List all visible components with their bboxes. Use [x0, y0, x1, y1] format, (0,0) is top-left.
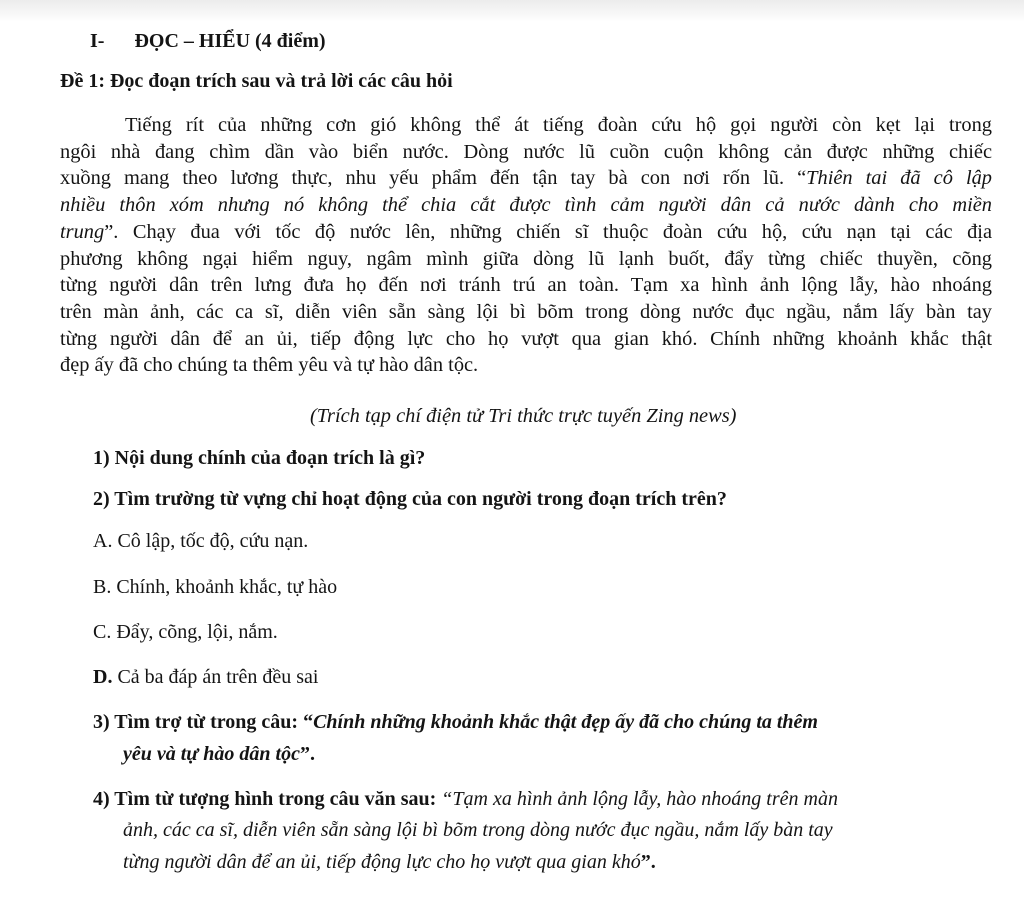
- passage-line: Tiếng rít của những cơn gió không thể át tiếng đoàn cứu hộ gọi người còn kẹt lại trong: [125, 114, 992, 136]
- passage-line: nhiều thôn xóm nhưng nó không thể chia cắt được tình cảm người dân cả nước dành cho miền: [60, 194, 992, 217]
- question-2: 2) Tìm trường từ vựng chỉ hoạt động của con người trong đoạn trích trên?: [93, 488, 727, 510]
- reading-passage: [60, 112, 992, 379]
- option-c: C. Đẩy, cõng, lội, nắm.: [93, 621, 278, 643]
- question-4: 4) Tìm từ tượng hình trong câu văn sau: “Tạm xa hình ảnh lộng lẫy, hào nhoáng trên màn: [93, 788, 838, 810]
- page-top-shadow: [0, 0, 1024, 22]
- passage-line: đẹp ấy đã cho chúng ta thêm yêu và tự hào dân tộc.: [60, 354, 479, 377]
- passage-source: (Trích tạp chí điện tử Tri thức trực tuyến Zing news): [310, 405, 737, 427]
- passage-line: từng người dân trên lưng đưa họ đến nơi tránh trú an toàn. Tạm xa hình ảnh lộng lẫy, hào nhoáng: [60, 274, 992, 297]
- passage-line: phương không ngại hiểm nguy, ngâm mình giữa dòng lũ lạnh buốt, đẩy từng chiếc thuyền, cõng: [60, 247, 992, 270]
- passage-line: trung”. Chạy đua với tốc độ nước lên, những chiến sĩ thuộc đoàn cứu hộ, cứu nạn tại các địa: [60, 220, 992, 243]
- option-d: [93, 665, 319, 689]
- section-number: I-: [90, 30, 105, 52]
- passage-line: trên màn ảnh, các ca sĩ, diễn viên sẵn sàng lội bì bõm trong dòng nước đục ngầu, nắm lấy bàn tay: [60, 300, 992, 323]
- section-heading: [90, 29, 326, 53]
- question-4-continued: ảnh, các ca sĩ, diễn viên sẵn sàng lội bì bõm trong dòng nước đục ngầu, nắm lấy bàn tay: [123, 819, 833, 841]
- passage-line: xuồng mang theo lương thực, nhu yếu phẩm đến tận tay bà con nơi rốn lũ. “Thiên tai đã cô lập: [60, 167, 992, 190]
- section-title: ĐỌC – HIỂU (4 điểm): [134, 30, 326, 52]
- option-d-letter: D.: [93, 666, 113, 688]
- exercise-title: Đề 1: Đọc đoạn trích sau và trả lời các câu hỏi: [60, 70, 453, 92]
- option-b: B. Chính, khoảnh khắc, tự hào: [93, 576, 338, 598]
- option-a: A. Cô lập, tốc độ, cứu nạn.: [93, 530, 309, 552]
- question-3-continued: yêu và tự hào dân tộc”.: [123, 743, 315, 765]
- question-1: 1) Nội dung chính của đoạn trích là gì?: [93, 447, 426, 469]
- option-d-text: Cả ba đáp án trên đều sai: [117, 666, 319, 688]
- passage-line: ngôi nhà đang chìm dần vào biển nước. Dòng nước lũ cuồn cuộn không cản được những chiếc: [60, 140, 992, 163]
- question-3: 3) Tìm trợ từ trong câu: “Chính những khoảnh khắc thật đẹp ấy đã cho chúng ta thêm: [93, 711, 818, 733]
- passage-line: từng người dân để an ủi, tiếp động lực cho họ vượt qua gian khó. Chính những khoảnh khắc thật: [60, 327, 992, 350]
- question-4-end: từng người dân để an ủi, tiếp động lực cho họ vượt qua gian khó”.: [123, 851, 656, 873]
